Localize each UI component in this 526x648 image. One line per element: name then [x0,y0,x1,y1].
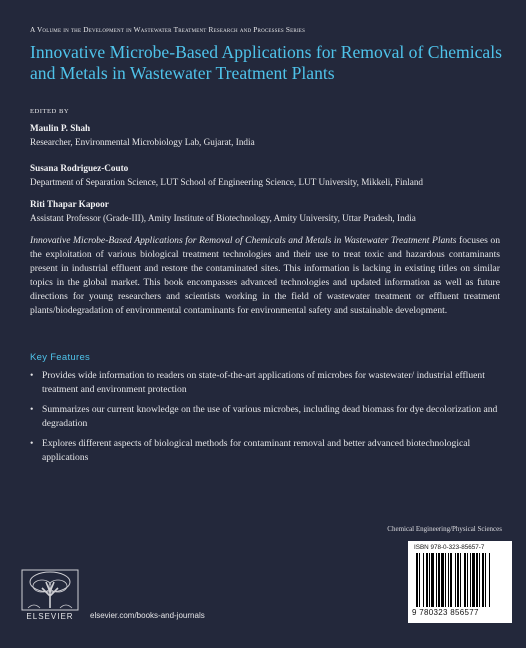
subject-category: Chemical Engineering/Physical Sciences [387,525,502,533]
publisher-name: ELSEVIER [26,612,74,621]
key-feature-item [30,369,500,397]
key-feature-text: Summarizes our current knowledge on the use of various microbes, including dead biomass for dye decolorization and degradation [42,404,498,430]
publisher-url[interactable]: elsevier.com/books-and-journals [90,611,205,620]
isbn-label: ISBN 978-0-323-85657-7 [414,544,485,551]
key-features-list [30,369,500,472]
key-feature-text: Provides wide information to readers on state-of-the-art applications of microbes for wastewater/ industrial effluent treatment and environment protection [42,370,485,396]
series-line: A Volume in the Development in Wastewater Treatment Research and Processes Series [30,25,306,34]
bullet-icon: • [30,438,34,450]
barcode-icon [416,553,506,607]
key-feature-item [30,403,500,431]
editor-name-1: Maulin P. Shah [30,123,91,133]
editor-affiliation-2: Department of Separation Science, LUT School of Engineering Science, LUT University, Mikkeli, Finland [30,177,424,187]
editor-name-2: Susana Rodriguez-Couto [30,163,129,173]
description-title-italic: Innovative Microbe-Based Applications for Removal of Chemicals and Metals in Wastewater Treatment Plants [30,235,457,246]
book-description [30,234,500,319]
key-features-heading: Key Features [30,352,91,363]
book-title: Innovative Microbe-Based Applications for Removal of Chemicals and Metals in Wastewater Treatment Plants [30,42,502,83]
description-body: focuses on the exploitation of various biological treatment technologies and their use to treat toxic and hazardous contaminants present in industrial effluent and restore the contaminated sites. This information is lacking in existing titles on similar topics in the global market. This book encompasses advanced technologies and updated information as well as future directions for young researchers and scientists working in the field of wastewater treatment or effluent treatment plants/biodegradation of environmental contaminants for environmental safety and sustainable development. [30,235,500,317]
barcode-number: 9 780323 856577 [412,608,479,617]
editor-name-3: Riti Thapar Kapoor [30,199,109,209]
bullet-icon: • [30,370,34,381]
editor-affiliation-3: Assistant Professor (Grade-III), Amity Institute of Biotechnology, Amity University, Uttar Pradesh, India [30,213,416,223]
key-feature-text: Explores different aspects of biological methods for contaminant removal and better advanced biotechnological applications [42,438,471,464]
key-feature-item [30,437,500,465]
edited-by-label: EDITED BY [30,108,70,115]
isbn-barcode [408,541,512,623]
editor-affiliation-1: Researcher, Environmental Microbiology Lab, Gujarat, India [30,137,255,147]
bullet-icon: • [30,404,34,416]
elsevier-tree-logo-icon [20,568,80,612]
